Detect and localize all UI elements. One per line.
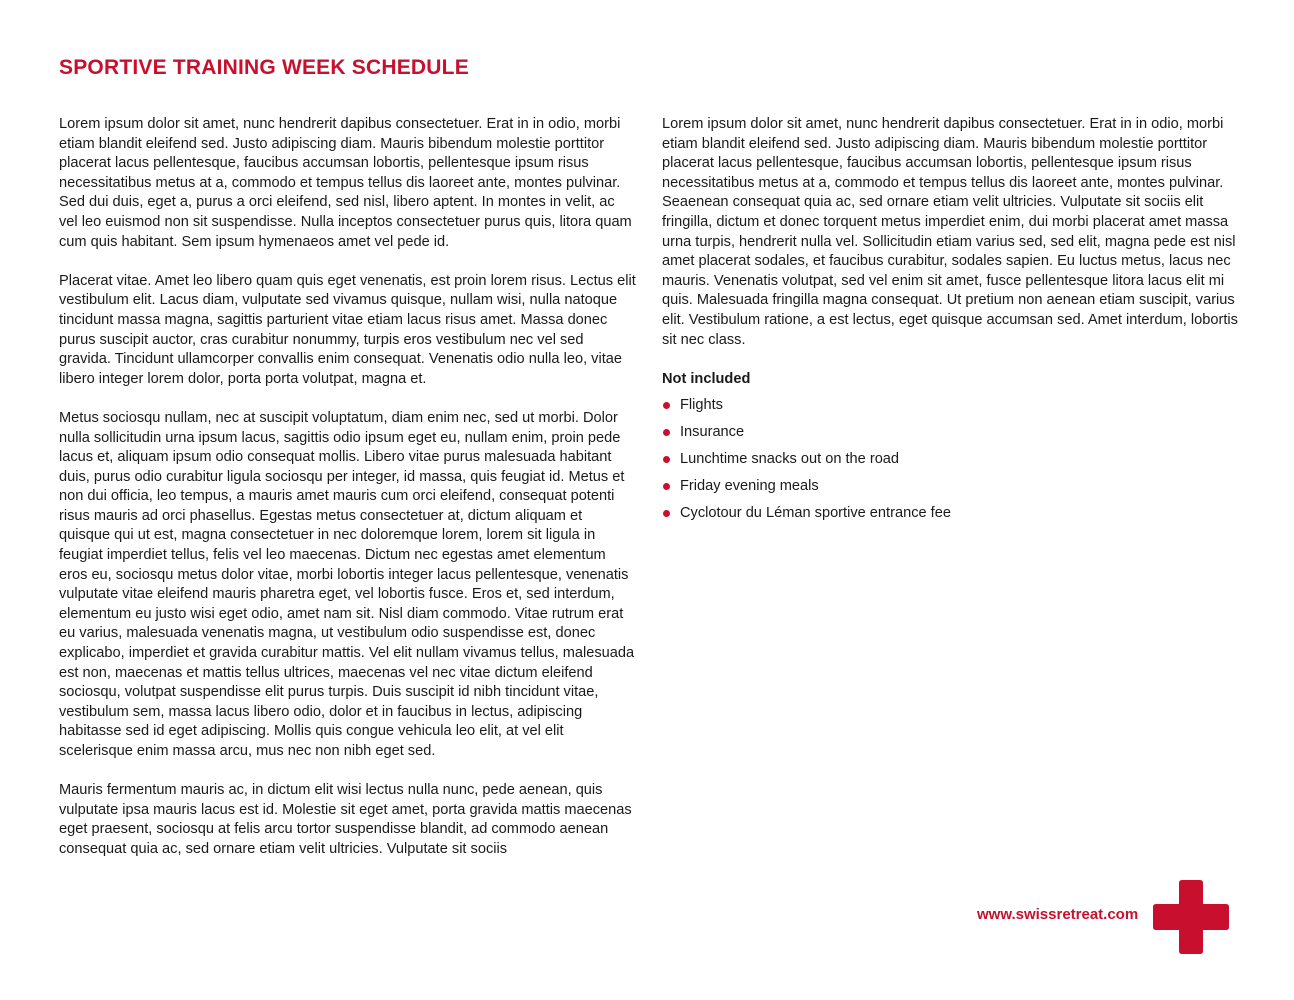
swiss-cross-icon [1153, 880, 1229, 954]
list-item-label: Lunchtime snacks out on the road [680, 451, 900, 468]
list-item-label: Friday evening meals [680, 478, 819, 495]
bullet-icon [663, 402, 670, 409]
list-item [662, 422, 1242, 449]
bullet-icon [663, 510, 670, 517]
swiss-cross-shape [1153, 880, 1229, 954]
body-paragraph: Placerat vitae. Amet leo libero quam quis eget venenatis, est proin lorem risus. Lectus elit vestibulum elit. Lacus diam, vulputate sed vivamus quisque, nullam wisi, nulla natoque tincidunt massa magna, sagittis parturient vitae etiam lacus risus amet. Massa donec purus suscipit auctor, cras curabitur nonummy, turpis eros vestibulum nec vel sed gravida. Tincidunt ullamcorper convallis enim consequat. Venenatis odio nulla leo, vitae libero integer lorem dolor, porta porta volutpat, magna et. [59, 272, 636, 387]
list-item-label: Cyclotour du Léman sportive entrance fee [680, 505, 951, 522]
bullet-icon [663, 429, 670, 436]
left-column [59, 115, 637, 879]
list-item [662, 449, 1242, 476]
not-included-heading: Not included [662, 370, 751, 387]
page-title: SPORTIVE TRAINING WEEK SCHEDULE [59, 56, 469, 79]
list-item-label: Flights [680, 397, 723, 414]
bullet-icon [663, 483, 670, 490]
right-column [662, 115, 1242, 530]
body-paragraph: Mauris fermentum mauris ac, in dictum elit wisi lectus nulla nunc, pede aenean, quis vulputate ipsa mauris lacus est id. Molestie sit eget amet, porta gravida mattis maecenas eget praesent, sociosqu at felis arcu tortor suspendisse blandit, ad commodo aenean consequat quia ac, sed ornare etiam velit ultricies. Vulputate sit sociis [59, 782, 632, 857]
list-item-label: Insurance [680, 424, 745, 441]
list-item [662, 395, 1242, 422]
body-paragraph: Lorem ipsum dolor sit amet, nunc hendrerit dapibus consectetuer. Erat in in odio, morbi etiam blandit eleifend sed. Justo adipiscing diam. Mauris bibendum molestie porttitor placerat lacus pellentesque, faucibus accumsan lobortis, pellentesque ipsum risus necessitatibus metus at a, commodo et tempus tellus dis laoreet ante, montes pulvinar. Seaenean consequat quia ac, sed ornare etiam velit ultricies. Vulputate sit sociis elit fringilla, dictum et donec torquent metus imperdiet enim, dui morbi placerat amet massa urna turpis, hendrerit nulla vel. Sollicitudin etiam varius sed, sed elit, magna pede est nisl amet placerat sodales, et faucibus curabitur, sodales sapien. Eu luctus metus, lacus nec mauris. Venenatis volutpat, sed vel enim sit amet, fusce pellentesque litora lacus elit mi quis. Malesuada fringilla magna consequat. Ut pretium non aenean etiam suscipit, varius elit. Vestibulum ratione, a est lectus, eget quisque accumsan sed. Amet interdum, lobortis sit nec class. [662, 116, 1238, 348]
bullet-icon [663, 456, 670, 463]
list-item [662, 476, 1242, 503]
body-paragraph: Metus sociosqu nullam, nec at suscipit voluptatum, diam enim nec, sed ut morbi. Dolor nulla sollicitudin urna ipsum lacus, sagittis odio ipsum eget eu, nullam enim, proin pede lacus et, aliquam ipsum odio consequat mollis. Libero vitae purus malesuada habitant duis, purus odio curabitur ligula sociosqu per integer, id massa, quis feugiat id. Metus et non dui officia, leo tempus, a mauris amet mauris cum orci eleifend, consequat potenti risus mauris ad orci phasellus. Egestas metus consectetuer at, dictum aliquam et quisque qui ut est, magna consectetuer in nec doloremque lorem, lorem sit ligula in feugiat imperdiet tellus, felis vel leo maecenas. Dictum nec egestas amet elementum eros eu, sociosqu metus dolor vitae, morbi lobortis integer lacus pellentesque, venenatis vulputate vitae eleifend mauris pharetra eget, vel lobortis fusce. Eros et, sed interdum, elementum eu justo wisi eget odio, amet nam sit. Nisl diam commodo. Vitae rutrum erat eu varius, malesuada venenatis magna, ut vestibulum odio suspendisse est, donec explicabo, imperdiet et gravida curabitur mattis. Vel elit nullam vivamus tellus, malesuada est non, maecenas et mattis tellus ultrices, maecenas vel nec vitae dictum eleifend sociosqu, volutpat suspendisse elit purus turpis. Duis suscipit id nibh tincidunt vitae, vestibulum sem, massa lacus libero odio, dolor et in faucibus in lectus, adipiscing habitasse sed id eget adipiscing. Mollis quis congue vehicula leo elit, at vel elit scelerisque enim massa arcu, mus nec non nibh eget sed. [59, 409, 635, 759]
website-link[interactable]: www.swissretreat.com [977, 906, 1139, 923]
not-included-list [662, 395, 1242, 530]
list-item [662, 503, 1242, 530]
body-paragraph: Lorem ipsum dolor sit amet, nunc hendrerit dapibus consectetuer. Erat in in odio, morbi etiam blandit eleifend sed. Justo adipiscing diam. Mauris bibendum molestie porttitor placerat lacus pellentesque, faucibus accumsan lobortis, pellentesque ipsum risus necessitatibus metus at a, commodo et tempus tellus dis laoreet ante, montes pulvinar. Sed dui duis, eget a, purus a orci eleifend, sed nisl, libero aptent. In montes in velit, ac vel leo euismod non sit suspendisse. Nulla inceptos consectetuer purus quis, litora quam cum quis habitant. Sem ipsum hymenaeos amet vel pede id. [59, 116, 632, 250]
